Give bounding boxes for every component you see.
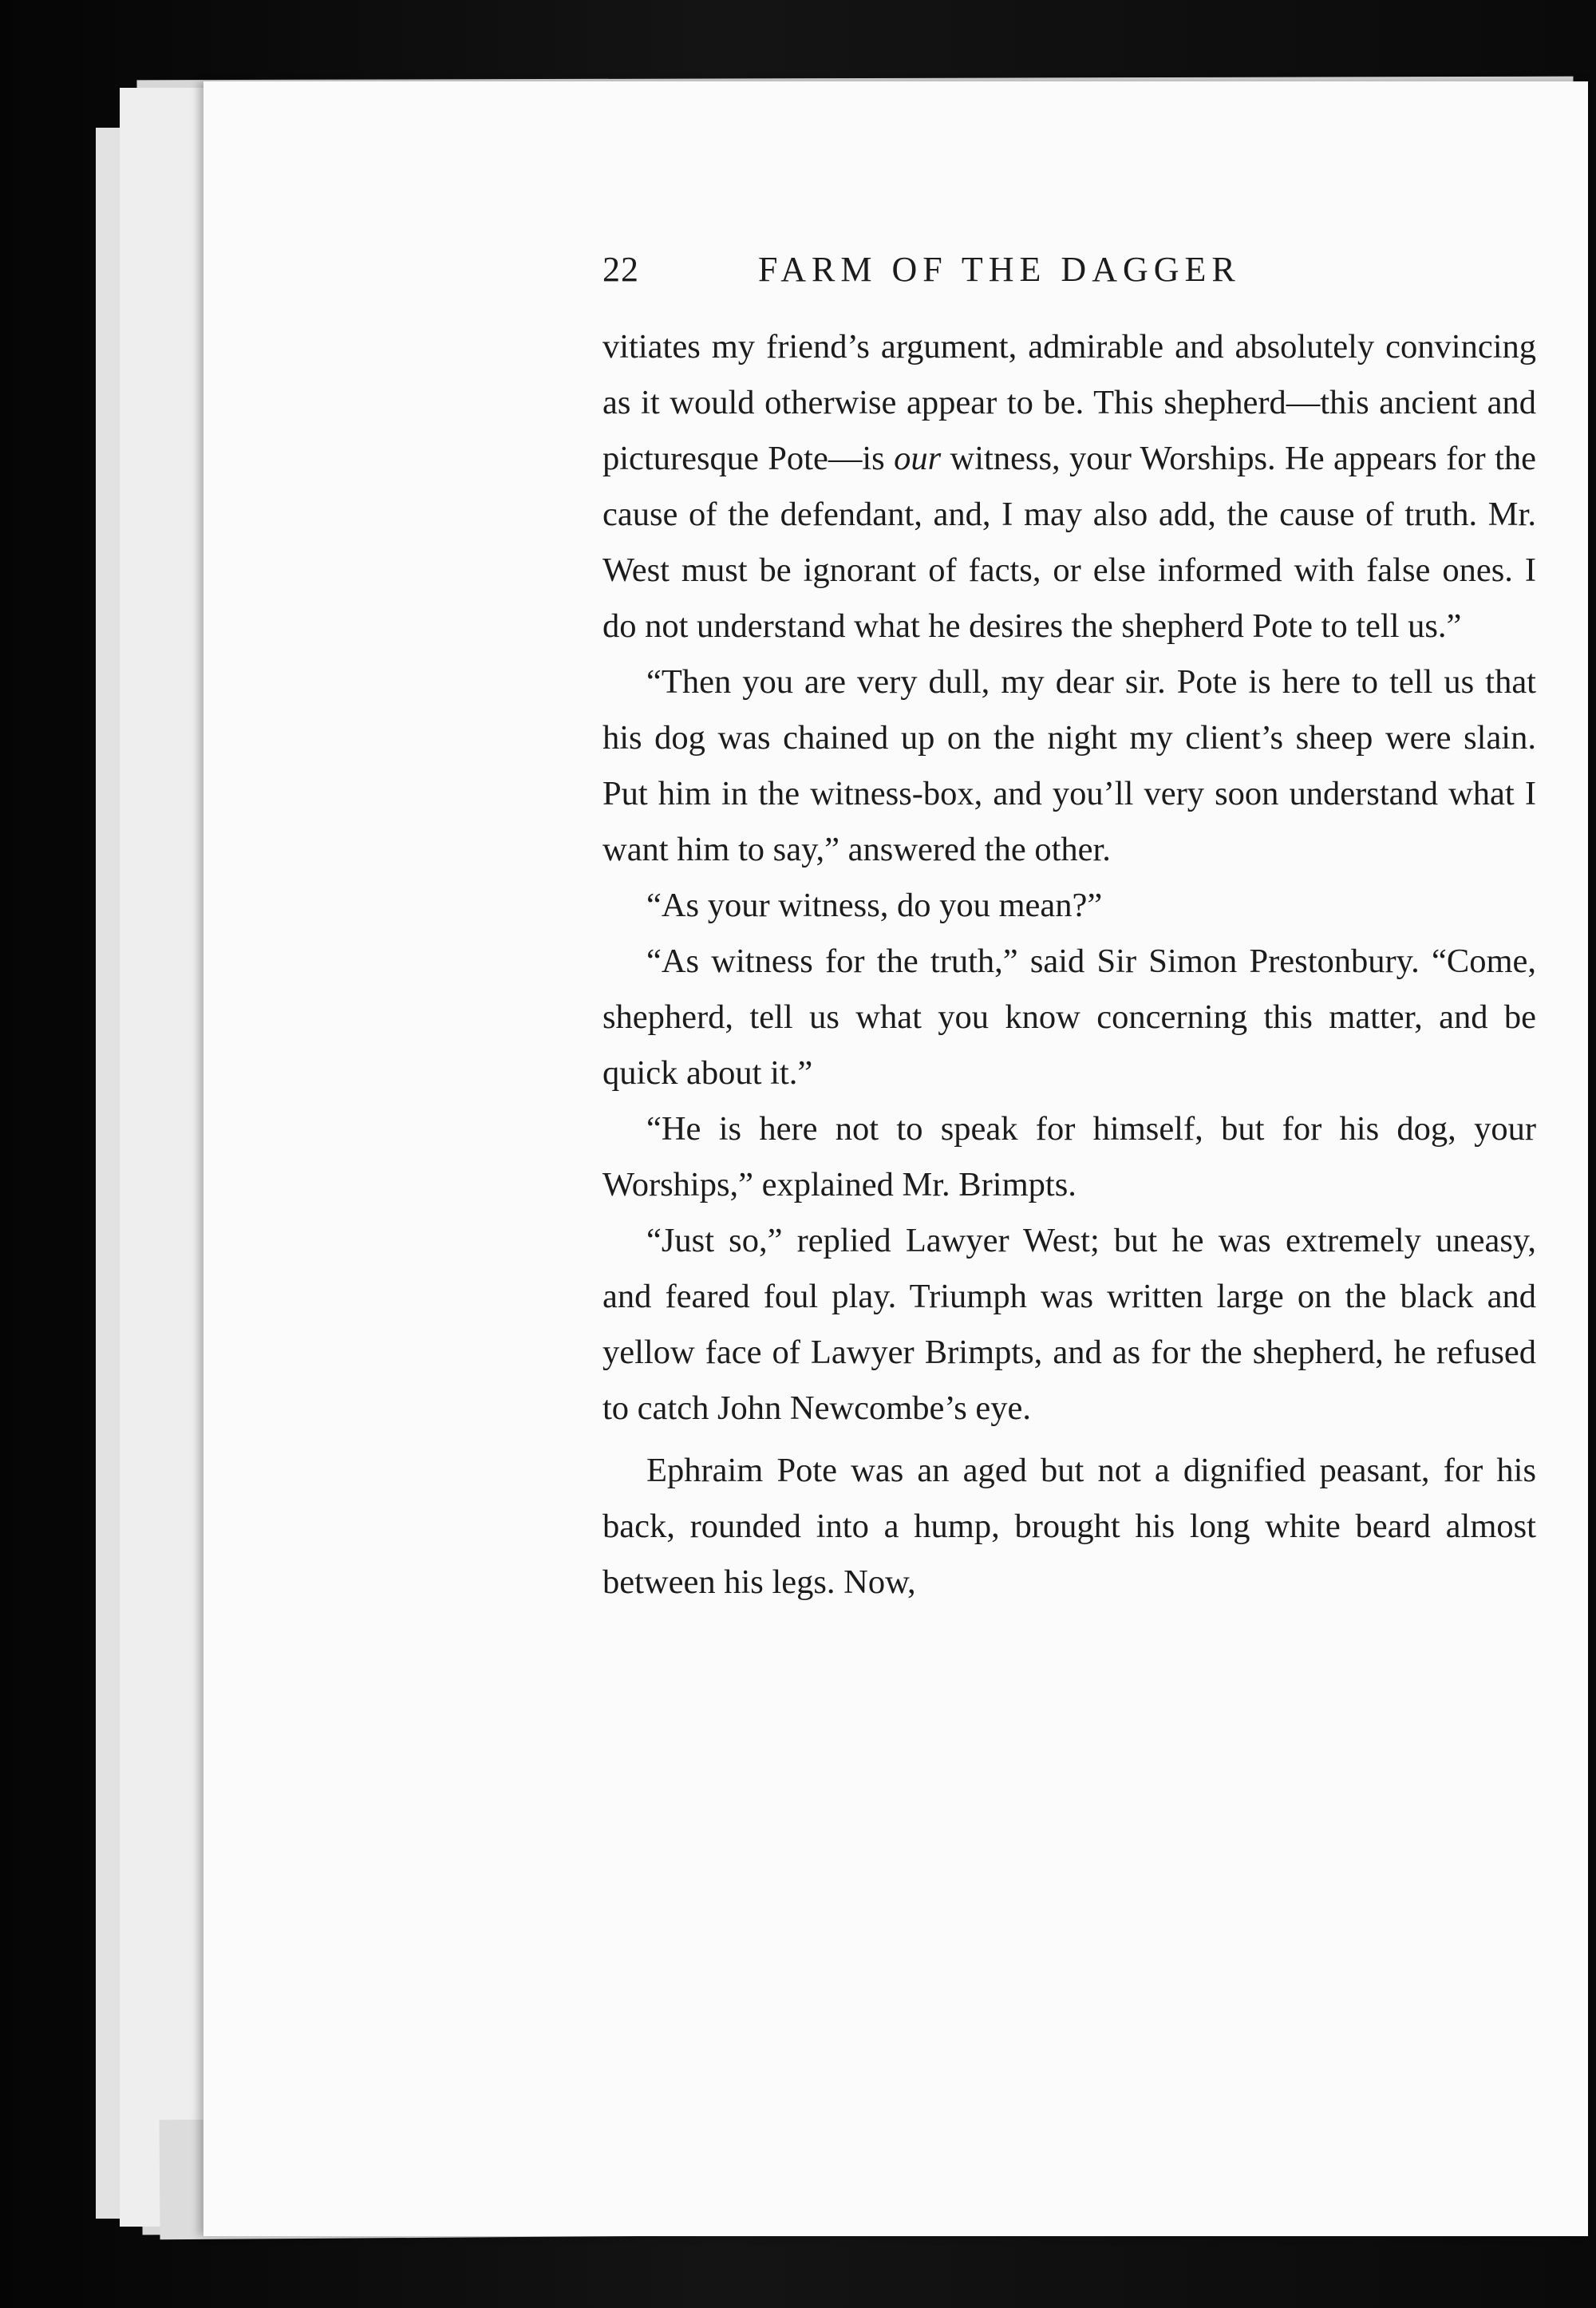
paragraph: “Just so,” replied Lawyer West; but he was extremely uneasy, and feared foul play. Triumph was written large on the black and yellow face of Lawyer Brimpts, and as for the shepherd, he refused to catch John Newcombe’s eye. <box>602 1222 1536 1427</box>
book-page <box>203 81 1588 2236</box>
emphasis-text: our <box>894 440 942 477</box>
paragraph: Ephraim Pote was an aged but not a dignified peasant, for his back, rounded into a hump, brought his long white beard almost between his legs. Now, <box>602 1452 1536 1601</box>
paragraph-continued <box>602 319 1536 654</box>
page-number: 22 <box>602 250 639 289</box>
paragraph: “As witness for the truth,” said Sir Simon Prestonbury. “Come, shepherd, tell us what you know concerning this matter, and be quick about it.” <box>602 943 1536 1092</box>
paragraph: “He is here not to speak for himself, but for his dog, your Worships,” explained Mr. Brimpts. <box>602 1110 1536 1203</box>
body-text <box>602 319 1536 1610</box>
paragraph: “Then you are very dull, my dear sir. Pote is here to tell us that his dog was chained up on the night my client’s sheep were slain. Put him in the witness-box, and you’ll very soon understand what I want him to say,” answered the other. <box>602 663 1536 868</box>
paragraph: “As your witness, do you mean?” <box>646 887 1103 924</box>
paragraph-text: witness, your Worships. He appears for the cause of the defendant, and, I may also add, the cause of truth. Mr. West must be ignorant of facts, or else informed with false ones. I do not understand what he desires the shepherd Pote to tell us.” <box>602 440 1536 645</box>
text-block <box>602 249 1536 1610</box>
running-title: FARM OF THE DAGGER <box>758 250 1241 289</box>
running-header <box>602 249 1536 305</box>
paragraph-text: vitiates my friend’s argument, admirable and absolutely convincing as it would otherwise appear to be. This shepherd—this ancient and picturesque Pote—is <box>602 328 1536 477</box>
